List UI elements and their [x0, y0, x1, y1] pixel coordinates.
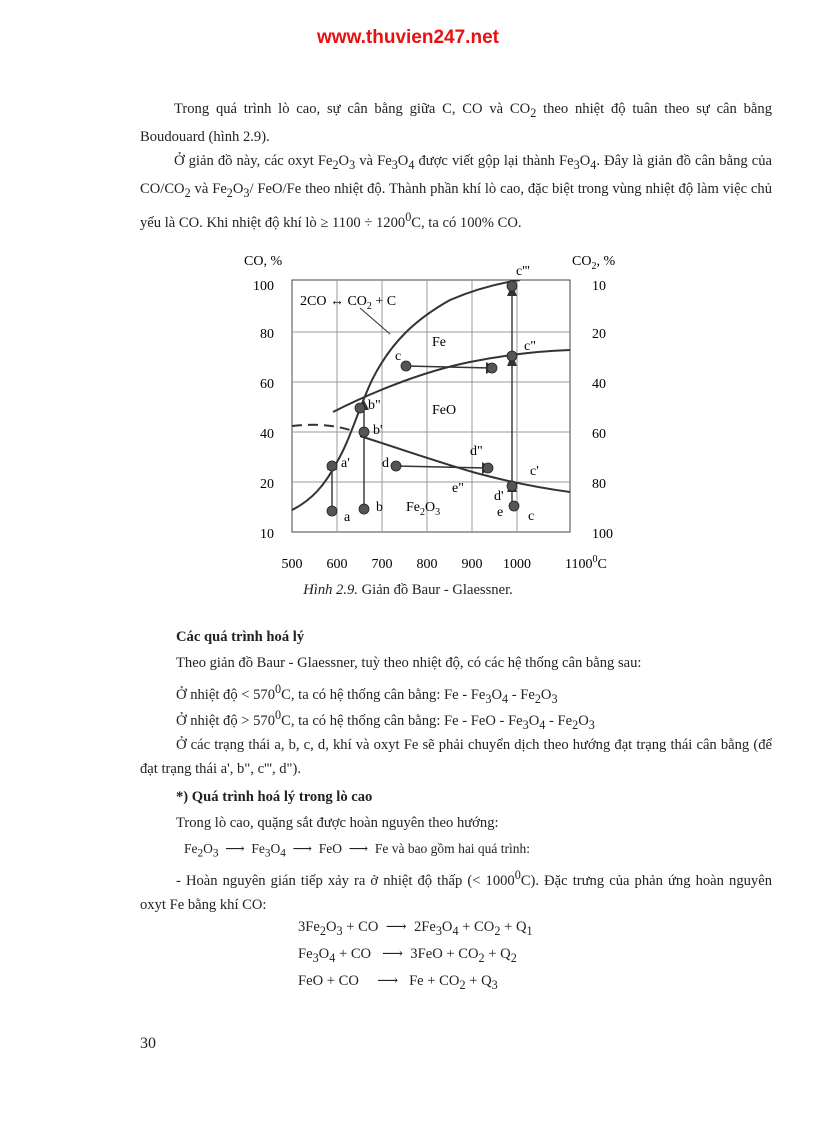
- right-tick-label: 10: [592, 279, 606, 294]
- point-d-dprime: [483, 463, 493, 473]
- equation-1: $3Fe_2O_3$ + CO ⟶ $2Fe_3O_4 + CO_2 + Q_1$: [298, 919, 533, 938]
- x-tick-label: 900: [461, 557, 483, 572]
- left-tick-label: 80: [260, 327, 274, 342]
- x-tick-label: 600: [326, 557, 348, 572]
- x-tick-label: 700: [371, 557, 393, 572]
- point-d: [391, 461, 401, 471]
- equation-2: $Fe_3O_4$ + CO ⟶ $3FeO + CO_2 + Q_2$: [298, 946, 517, 965]
- arrow-icon: ⟶: [382, 919, 411, 935]
- baur-glaessner-diagram: [0, 250, 816, 590]
- right-tick-labels: [592, 279, 613, 542]
- label-a: a: [344, 510, 351, 525]
- label-d-prime: d': [494, 489, 504, 504]
- label-b-dprime: b": [368, 398, 381, 413]
- section-paragraph-6: - Hoàn nguyên gián tiếp xảy ra ở nhiệt độ thấp (< $1000^0C$). Đặc trưng của phản ứng hoàn nguyên oxyt Fe bằng khí CO:: [140, 868, 772, 913]
- point-a: [327, 506, 337, 516]
- left-axis-label: CO, %: [244, 254, 283, 269]
- point-c-tprime: [507, 281, 517, 291]
- page-number: 30: [140, 1035, 156, 1052]
- label-d-dprime: d": [470, 444, 483, 459]
- label-e-dprime: e": [452, 481, 464, 496]
- point-b: [359, 504, 369, 514]
- point-b-prime: [359, 427, 369, 437]
- left-tick-label: 10: [260, 527, 274, 542]
- label-d: d: [382, 456, 389, 471]
- point-b-dprime: [355, 403, 365, 413]
- arrow-icon: ⟶: [362, 973, 406, 989]
- label-c-prime: c': [530, 464, 539, 479]
- section-line-1: Theo giản đồ Baur - Glaessner, tuỳ theo nhiệt độ, có các hệ thống cân bằng sau:: [176, 655, 642, 671]
- equation-3: FeO + CO ⟶ $Fe + CO_2 + Q_3$: [298, 973, 498, 992]
- section-line-5: Trong lò cao, quặng sắt được hoàn nguyên theo hướng:: [176, 815, 499, 831]
- x-tick-labels: [282, 557, 532, 572]
- left-tick-label: 60: [260, 377, 274, 392]
- x-tick-label-last: 1100$^0$C: [565, 554, 607, 572]
- point-c-dprime: [507, 351, 517, 361]
- sub-heading: *) Quá trình hoá lý trong lò cao: [176, 789, 373, 805]
- label-e: e: [497, 505, 504, 520]
- x-tick-label: 1000: [503, 557, 531, 572]
- region-fe: Fe: [432, 335, 446, 350]
- point-a-prime: [327, 461, 337, 471]
- dashed-extension: [292, 425, 350, 430]
- right-tick-label: 80: [592, 477, 606, 492]
- right-tick-label: 100: [592, 527, 613, 542]
- point-c-mid: [487, 363, 497, 373]
- section-paragraph-4: Ở các trạng thái a, b, c, d, khí và oxyt Fe sẽ phải chuyển dịch theo hướng đạt trạng thái cân bằng (để đạt trạng thái a', b", c''', d").: [140, 737, 772, 777]
- point-c: [401, 361, 411, 371]
- plot-grid: [292, 280, 570, 532]
- section-line-2: Ở nhiệt độ < $570^0C$, ta có hệ thống cân bằng: Fe - $Fe_3O_4 - Fe_2O_3$: [176, 682, 558, 706]
- left-tick-label: 100: [253, 279, 274, 294]
- region-feo: FeO: [432, 403, 457, 418]
- point-d-prime: [507, 481, 517, 491]
- x-tick-label: 500: [281, 557, 303, 572]
- intro-paragraph-2: Ở giản đồ này, các oxyt $Fe_2O_3$ và $Fe_3O_4$ được viết gộp lại thành $Fe_3O_4$. Đây là giản đồ cân bằng của $CO/CO_2$ và $Fe_2O_3/$ FeO/Fe theo nhiệt độ. Thành phần khí lò cao, đặc biệt trong vùng nhiệt độ làm việc chủ yếu là CO. Khi nhiệt độ khí lò ≥ $1100 \div 1200^0C$, ta có 100% CO.: [140, 153, 772, 231]
- right-tick-label: 20: [592, 327, 606, 342]
- arrow-icon: ⟶: [289, 841, 316, 856]
- region-fe2o3: $Fe_2O_3$: [406, 500, 441, 518]
- arrow-icon: ⟶: [221, 841, 248, 856]
- reaction-label: 2CO ↔ $CO_2 + C$: [300, 294, 397, 312]
- figure-caption: Hình 2.9. Giản đồ Baur - Glaessner.: [303, 582, 513, 598]
- point-e: [509, 501, 519, 511]
- left-tick-label: 20: [260, 477, 274, 492]
- label-a-prime: a': [341, 456, 350, 471]
- label-c: c: [395, 349, 402, 364]
- section-heading: Các quá trình hoá lý: [176, 629, 305, 645]
- label-c-tprime: c''': [516, 264, 530, 279]
- right-tick-label: 40: [592, 377, 606, 392]
- reduction-sequence: $Fe_2O_3$ ⟶ $Fe_3O_4$ ⟶ FeO ⟶ Fe và bao gồm hai quá trình:: [184, 841, 531, 860]
- x-tick-label: 800: [416, 557, 438, 572]
- section-line-3: Ở nhiệt độ > $570^0C$, ta có hệ thống cân bằng: Fe - FeO - $Fe_3O_4 - Fe_2O_3$: [176, 708, 595, 732]
- intro-paragraph-1: Trong quá trình lò cao, sự cân bằng giữa C, CO và $CO_2$ theo nhiệt độ tuân theo sự cân bằng Boudouard (hình 2.9).: [140, 101, 772, 145]
- arrow-icon: ⟶: [374, 946, 407, 962]
- left-tick-label: 40: [260, 427, 274, 442]
- label-b: b: [376, 500, 383, 515]
- label-b-prime: b': [373, 423, 383, 438]
- site-header[interactable]: www.thuvien247.net: [317, 27, 499, 48]
- label-c-dprime: c": [524, 339, 536, 354]
- right-tick-label: 60: [592, 427, 606, 442]
- right-axis-label: $CO_2$, %: [572, 254, 616, 272]
- arrow-icon: ⟶: [345, 841, 372, 856]
- label-c-bottom: c: [528, 509, 535, 524]
- left-tick-labels: [253, 279, 274, 542]
